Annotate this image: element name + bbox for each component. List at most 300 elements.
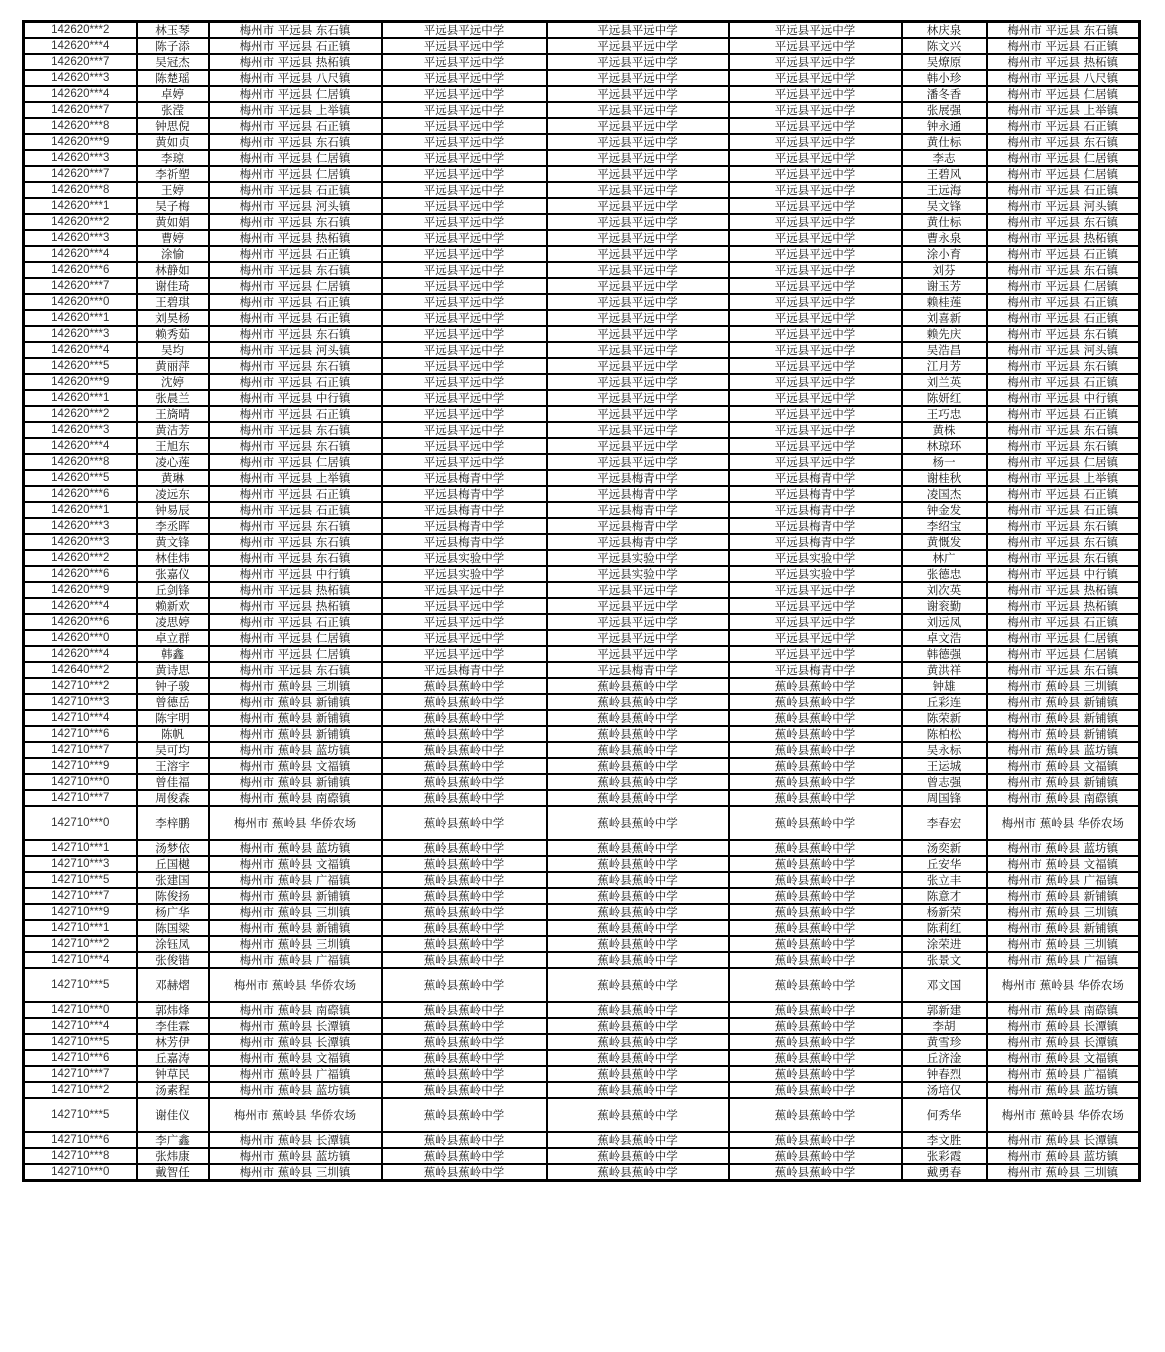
student-name-cell: 黄琳 xyxy=(137,470,209,486)
guardian-address-cell: 梅州市 平远县 中行镇 xyxy=(987,390,1140,406)
school-choice-1-cell: 蕉岭县蕉岭中学 xyxy=(382,1098,547,1132)
school-choice-1-cell: 平远县平远中学 xyxy=(382,86,547,102)
table-row xyxy=(24,1098,1140,1132)
student-name-cell: 陈国粱 xyxy=(137,920,209,936)
student-address-cell: 梅州市 平远县 东石镇 xyxy=(209,422,382,438)
student-address-cell: 梅州市 蕉岭县 华侨农场 xyxy=(209,1098,382,1132)
guardian-address-cell: 梅州市 平远县 石正镇 xyxy=(987,294,1140,310)
guardian-name-cell: 谢桂秋 xyxy=(902,470,987,486)
school-choice-2-cell: 平远县平远中学 xyxy=(547,70,729,86)
student-id-cell: 142620***4 xyxy=(24,646,137,662)
student-name-cell: 丘嘉涛 xyxy=(137,1050,209,1066)
table-row xyxy=(24,1132,1140,1148)
table-row xyxy=(24,566,1140,582)
student-address-cell: 梅州市 蕉岭县 长潭镇 xyxy=(209,1018,382,1034)
student-address-cell: 梅州市 平远县 石正镇 xyxy=(209,614,382,630)
table-row xyxy=(24,662,1140,678)
student-id-cell: 142620***0 xyxy=(24,294,137,310)
student-id-cell: 142710***7 xyxy=(24,790,137,806)
school-choice-3-cell: 平远县平远中学 xyxy=(729,326,902,342)
student-name-cell: 吴均 xyxy=(137,342,209,358)
student-id-cell: 142620***2 xyxy=(24,214,137,230)
guardian-address-cell: 梅州市 蕉岭县 南磜镇 xyxy=(987,790,1140,806)
table-row xyxy=(24,86,1140,102)
student-address-cell: 梅州市 平远县 石正镇 xyxy=(209,486,382,502)
guardian-address-cell: 梅州市 蕉岭县 蓝坊镇 xyxy=(987,840,1140,856)
guardian-address-cell: 梅州市 蕉岭县 广福镇 xyxy=(987,952,1140,968)
student-address-cell: 梅州市 蕉岭县 文福镇 xyxy=(209,758,382,774)
student-id-cell: 142640***2 xyxy=(24,662,137,678)
student-id-cell: 142620***4 xyxy=(24,246,137,262)
student-name-cell: 张俊锴 xyxy=(137,952,209,968)
school-choice-1-cell: 蕉岭县蕉岭中学 xyxy=(382,678,547,694)
guardian-address-cell: 梅州市 平远县 河头镇 xyxy=(987,342,1140,358)
school-choice-3-cell: 平远县平远中学 xyxy=(729,246,902,262)
school-choice-2-cell: 平远县梅青中学 xyxy=(547,486,729,502)
school-choice-1-cell: 平远县平远中学 xyxy=(382,70,547,86)
table-row xyxy=(24,710,1140,726)
school-choice-2-cell: 平远县平远中学 xyxy=(547,294,729,310)
student-id-cell: 142710***3 xyxy=(24,856,137,872)
guardian-address-cell: 梅州市 蕉岭县 新铺镇 xyxy=(987,774,1140,790)
student-name-cell: 黄洁芳 xyxy=(137,422,209,438)
school-choice-3-cell: 蕉岭县蕉岭中学 xyxy=(729,678,902,694)
school-choice-1-cell: 平远县平远中学 xyxy=(382,646,547,662)
guardian-address-cell: 梅州市 蕉岭县 南磜镇 xyxy=(987,1002,1140,1018)
school-choice-2-cell: 蕉岭县蕉岭中学 xyxy=(547,952,729,968)
guardian-name-cell: 林广 xyxy=(902,550,987,566)
guardian-name-cell: 赖桂莲 xyxy=(902,294,987,310)
school-choice-1-cell: 平远县平远中学 xyxy=(382,118,547,134)
school-choice-3-cell: 平远县平远中学 xyxy=(729,294,902,310)
guardian-name-cell: 韩德强 xyxy=(902,646,987,662)
student-address-cell: 梅州市 平远县 热柘镇 xyxy=(209,582,382,598)
student-name-cell: 陈楚瑶 xyxy=(137,70,209,86)
school-choice-3-cell: 蕉岭县蕉岭中学 xyxy=(729,1050,902,1066)
student-address-cell: 梅州市 蕉岭县 蓝坊镇 xyxy=(209,742,382,758)
table-row xyxy=(24,726,1140,742)
school-choice-2-cell: 平远县平远中学 xyxy=(547,310,729,326)
school-choice-1-cell: 平远县梅青中学 xyxy=(382,470,547,486)
guardian-name-cell: 黄慨发 xyxy=(902,534,987,550)
student-name-cell: 卓婷 xyxy=(137,86,209,102)
school-choice-1-cell: 蕉岭县蕉岭中学 xyxy=(382,1050,547,1066)
guardian-name-cell: 王巧忠 xyxy=(902,406,987,422)
school-choice-2-cell: 平远县梅青中学 xyxy=(547,534,729,550)
guardian-address-cell: 梅州市 蕉岭县 三圳镇 xyxy=(987,936,1140,952)
school-choice-1-cell: 平远县平远中学 xyxy=(382,390,547,406)
guardian-address-cell: 梅州市 蕉岭县 长潭镇 xyxy=(987,1132,1140,1148)
guardian-name-cell: 李绍宝 xyxy=(902,518,987,534)
table-row xyxy=(24,790,1140,806)
guardian-name-cell: 张景文 xyxy=(902,952,987,968)
student-name-cell: 涂钰凤 xyxy=(137,936,209,952)
school-choice-2-cell: 蕉岭县蕉岭中学 xyxy=(547,1050,729,1066)
school-choice-1-cell: 平远县平远中学 xyxy=(382,150,547,166)
guardian-name-cell: 林琼环 xyxy=(902,438,987,454)
guardian-name-cell: 黄仕标 xyxy=(902,134,987,150)
student-id-cell: 142620***0 xyxy=(24,630,137,646)
student-id-cell: 142620***2 xyxy=(24,550,137,566)
student-name-cell: 周俊森 xyxy=(137,790,209,806)
guardian-address-cell: 梅州市 平远县 热柘镇 xyxy=(987,598,1140,614)
school-choice-1-cell: 平远县平远中学 xyxy=(382,422,547,438)
school-choice-1-cell: 平远县平远中学 xyxy=(382,214,547,230)
school-choice-1-cell: 平远县平远中学 xyxy=(382,310,547,326)
school-choice-1-cell: 平远县平远中学 xyxy=(382,102,547,118)
guardian-name-cell: 钟春烈 xyxy=(902,1066,987,1082)
school-choice-2-cell: 平远县实验中学 xyxy=(547,550,729,566)
school-choice-1-cell: 蕉岭县蕉岭中学 xyxy=(382,806,547,840)
school-choice-2-cell: 平远县平远中学 xyxy=(547,150,729,166)
school-choice-3-cell: 平远县平远中学 xyxy=(729,198,902,214)
guardian-address-cell: 梅州市 平远县 东石镇 xyxy=(987,326,1140,342)
school-choice-2-cell: 蕉岭县蕉岭中学 xyxy=(547,726,729,742)
table-row xyxy=(24,486,1140,502)
student-name-cell: 张建国 xyxy=(137,872,209,888)
student-address-cell: 梅州市 蕉岭县 文福镇 xyxy=(209,856,382,872)
student-address-cell: 梅州市 平远县 石正镇 xyxy=(209,502,382,518)
school-choice-2-cell: 平远县平远中学 xyxy=(547,214,729,230)
guardian-name-cell: 江月芳 xyxy=(902,358,987,374)
table-row xyxy=(24,406,1140,422)
school-choice-3-cell: 平远县梅青中学 xyxy=(729,534,902,550)
table-row xyxy=(24,134,1140,150)
school-choice-3-cell: 蕉岭县蕉岭中学 xyxy=(729,726,902,742)
student-address-cell: 梅州市 平远县 石正镇 xyxy=(209,374,382,390)
student-name-cell: 张嘉仪 xyxy=(137,566,209,582)
student-address-cell: 梅州市 平远县 仁居镇 xyxy=(209,278,382,294)
guardian-address-cell: 梅州市 蕉岭县 新铺镇 xyxy=(987,888,1140,904)
guardian-name-cell: 吴文锋 xyxy=(902,198,987,214)
guardian-address-cell: 梅州市 蕉岭县 新铺镇 xyxy=(987,710,1140,726)
table-row xyxy=(24,872,1140,888)
guardian-name-cell: 黄株 xyxy=(902,422,987,438)
school-choice-3-cell: 蕉岭县蕉岭中学 xyxy=(729,952,902,968)
student-id-cell: 142710***1 xyxy=(24,840,137,856)
school-choice-3-cell: 平远县平远中学 xyxy=(729,358,902,374)
table-row xyxy=(24,888,1140,904)
guardian-address-cell: 梅州市 蕉岭县 新铺镇 xyxy=(987,726,1140,742)
guardian-address-cell: 梅州市 平远县 石正镇 xyxy=(987,182,1140,198)
student-name-cell: 钟草民 xyxy=(137,1066,209,1082)
student-address-cell: 梅州市 蕉岭县 长潭镇 xyxy=(209,1034,382,1050)
student-address-cell: 梅州市 平远县 热柘镇 xyxy=(209,230,382,246)
student-id-cell: 142710***7 xyxy=(24,742,137,758)
school-choice-1-cell: 蕉岭县蕉岭中学 xyxy=(382,840,547,856)
table-row xyxy=(24,310,1140,326)
guardian-address-cell: 梅州市 蕉岭县 文福镇 xyxy=(987,758,1140,774)
student-id-cell: 142620***4 xyxy=(24,86,137,102)
school-choice-2-cell: 蕉岭县蕉岭中学 xyxy=(547,888,729,904)
school-choice-3-cell: 平远县平远中学 xyxy=(729,406,902,422)
school-choice-2-cell: 平远县平远中学 xyxy=(547,582,729,598)
school-choice-1-cell: 蕉岭县蕉岭中学 xyxy=(382,872,547,888)
student-name-cell: 谢佳琦 xyxy=(137,278,209,294)
school-choice-2-cell: 蕉岭县蕉岭中学 xyxy=(547,1066,729,1082)
guardian-address-cell: 梅州市 平远县 东石镇 xyxy=(987,214,1140,230)
school-choice-2-cell: 蕉岭县蕉岭中学 xyxy=(547,936,729,952)
guardian-address-cell: 梅州市 蕉岭县 广福镇 xyxy=(987,1066,1140,1082)
guardian-name-cell: 李志 xyxy=(902,150,987,166)
table-row xyxy=(24,246,1140,262)
student-id-cell: 142620***6 xyxy=(24,262,137,278)
guardian-name-cell: 李春宏 xyxy=(902,806,987,840)
school-choice-3-cell: 蕉岭县蕉岭中学 xyxy=(729,920,902,936)
student-name-cell: 张滢 xyxy=(137,102,209,118)
guardian-name-cell: 陈意才 xyxy=(902,888,987,904)
student-name-cell: 黄文锋 xyxy=(137,534,209,550)
student-name-cell: 凌心莲 xyxy=(137,454,209,470)
student-name-cell: 黄诗思 xyxy=(137,662,209,678)
table-row xyxy=(24,646,1140,662)
table-row xyxy=(24,518,1140,534)
student-id-cell: 142710***6 xyxy=(24,726,137,742)
table-row xyxy=(24,502,1140,518)
student-address-cell: 梅州市 平远县 东石镇 xyxy=(209,518,382,534)
school-choice-1-cell: 平远县梅青中学 xyxy=(382,662,547,678)
student-id-cell: 142710***0 xyxy=(24,774,137,790)
student-address-cell: 梅州市 平远县 仁居镇 xyxy=(209,646,382,662)
school-choice-1-cell: 平远县平远中学 xyxy=(382,438,547,454)
table-row xyxy=(24,694,1140,710)
guardian-address-cell: 梅州市 平远县 仁居镇 xyxy=(987,630,1140,646)
school-choice-2-cell: 平远县平远中学 xyxy=(547,646,729,662)
student-address-cell: 梅州市 平远县 热柘镇 xyxy=(209,54,382,70)
guardian-name-cell: 刘兰英 xyxy=(902,374,987,390)
table-row xyxy=(24,936,1140,952)
school-choice-3-cell: 平远县平远中学 xyxy=(729,454,902,470)
student-id-cell: 142710***4 xyxy=(24,952,137,968)
student-name-cell: 黄丽萍 xyxy=(137,358,209,374)
table-row xyxy=(24,214,1140,230)
guardian-address-cell: 梅州市 平远县 石正镇 xyxy=(987,246,1140,262)
school-choice-1-cell: 平远县平远中学 xyxy=(382,454,547,470)
student-address-cell: 梅州市 蕉岭县 蓝坊镇 xyxy=(209,840,382,856)
school-choice-1-cell: 平远县平远中学 xyxy=(382,22,547,39)
student-address-cell: 梅州市 蕉岭县 文福镇 xyxy=(209,1050,382,1066)
guardian-address-cell: 梅州市 平远县 石正镇 xyxy=(987,486,1140,502)
guardian-address-cell: 梅州市 平远县 仁居镇 xyxy=(987,166,1140,182)
school-choice-3-cell: 平远县平远中学 xyxy=(729,310,902,326)
guardian-name-cell: 杨一 xyxy=(902,454,987,470)
student-id-cell: 142710***0 xyxy=(24,1164,137,1181)
student-address-cell: 梅州市 平远县 河头镇 xyxy=(209,198,382,214)
student-address-cell: 梅州市 蕉岭县 三圳镇 xyxy=(209,904,382,920)
school-choice-3-cell: 蕉岭县蕉岭中学 xyxy=(729,872,902,888)
school-choice-1-cell: 平远县平远中学 xyxy=(382,230,547,246)
table-row xyxy=(24,840,1140,856)
guardian-address-cell: 梅州市 平远县 东石镇 xyxy=(987,134,1140,150)
school-choice-1-cell: 平远县平远中学 xyxy=(382,374,547,390)
school-choice-2-cell: 平远县平远中学 xyxy=(547,182,729,198)
student-id-cell: 142620***7 xyxy=(24,54,137,70)
guardian-address-cell: 梅州市 平远县 东石镇 xyxy=(987,22,1140,39)
guardian-address-cell: 梅州市 平远县 东石镇 xyxy=(987,262,1140,278)
student-address-cell: 梅州市 平远县 石正镇 xyxy=(209,182,382,198)
school-choice-2-cell: 蕉岭县蕉岭中学 xyxy=(547,1034,729,1050)
school-choice-3-cell: 平远县平远中学 xyxy=(729,134,902,150)
student-name-cell: 丘剑锋 xyxy=(137,582,209,598)
school-choice-1-cell: 平远县平远中学 xyxy=(382,342,547,358)
guardian-name-cell: 刘远凤 xyxy=(902,614,987,630)
student-address-cell: 梅州市 平远县 河头镇 xyxy=(209,342,382,358)
table-row xyxy=(24,438,1140,454)
student-id-cell: 142620***9 xyxy=(24,134,137,150)
student-address-cell: 梅州市 平远县 石正镇 xyxy=(209,118,382,134)
school-choice-3-cell: 平远县梅青中学 xyxy=(729,502,902,518)
guardian-address-cell: 梅州市 平远县 石正镇 xyxy=(987,118,1140,134)
student-address-cell: 梅州市 平远县 石正镇 xyxy=(209,246,382,262)
student-address-cell: 梅州市 蕉岭县 长潭镇 xyxy=(209,1132,382,1148)
school-choice-2-cell: 平远县梅青中学 xyxy=(547,502,729,518)
school-choice-2-cell: 蕉岭县蕉岭中学 xyxy=(547,904,729,920)
guardian-address-cell: 梅州市 平远县 东石镇 xyxy=(987,358,1140,374)
student-name-cell: 曹婷 xyxy=(137,230,209,246)
school-choice-3-cell: 平远县平远中学 xyxy=(729,422,902,438)
student-address-cell: 梅州市 蕉岭县 新铺镇 xyxy=(209,726,382,742)
school-choice-2-cell: 蕉岭县蕉岭中学 xyxy=(547,1132,729,1148)
table-row xyxy=(24,230,1140,246)
school-choice-3-cell: 平远县实验中学 xyxy=(729,566,902,582)
student-id-cell: 142620***8 xyxy=(24,118,137,134)
guardian-name-cell: 陈文兴 xyxy=(902,38,987,54)
school-choice-2-cell: 蕉岭县蕉岭中学 xyxy=(547,856,729,872)
student-address-cell: 梅州市 蕉岭县 蓝坊镇 xyxy=(209,1148,382,1164)
student-address-cell: 梅州市 蕉岭县 新铺镇 xyxy=(209,888,382,904)
school-choice-3-cell: 平远县平远中学 xyxy=(729,86,902,102)
guardian-address-cell: 梅州市 平远县 石正镇 xyxy=(987,614,1140,630)
table-row xyxy=(24,904,1140,920)
guardian-name-cell: 张彩霞 xyxy=(902,1148,987,1164)
guardian-name-cell: 韩小珍 xyxy=(902,70,987,86)
guardian-address-cell: 梅州市 蕉岭县 三圳镇 xyxy=(987,1164,1140,1181)
school-choice-3-cell: 平远县梅青中学 xyxy=(729,518,902,534)
guardian-name-cell: 钟永通 xyxy=(902,118,987,134)
guardian-address-cell: 梅州市 平远县 热柘镇 xyxy=(987,582,1140,598)
student-id-cell: 142620***4 xyxy=(24,342,137,358)
school-choice-1-cell: 蕉岭县蕉岭中学 xyxy=(382,790,547,806)
table-row xyxy=(24,22,1140,39)
school-choice-1-cell: 平远县平远中学 xyxy=(382,630,547,646)
school-choice-2-cell: 蕉岭县蕉岭中学 xyxy=(547,920,729,936)
school-choice-2-cell: 平远县平远中学 xyxy=(547,422,729,438)
school-choice-3-cell: 平远县平远中学 xyxy=(729,214,902,230)
school-choice-2-cell: 蕉岭县蕉岭中学 xyxy=(547,758,729,774)
student-address-cell: 梅州市 蕉岭县 三圳镇 xyxy=(209,1164,382,1181)
student-id-cell: 142710***9 xyxy=(24,904,137,920)
school-choice-3-cell: 蕉岭县蕉岭中学 xyxy=(729,1018,902,1034)
guardian-name-cell: 戴勇春 xyxy=(902,1164,987,1181)
school-choice-3-cell: 蕉岭县蕉岭中学 xyxy=(729,936,902,952)
school-choice-1-cell: 平远县平远中学 xyxy=(382,38,547,54)
student-name-cell: 李梓鹏 xyxy=(137,806,209,840)
student-id-cell: 142710***5 xyxy=(24,1098,137,1132)
student-address-cell: 梅州市 蕉岭县 广福镇 xyxy=(209,872,382,888)
school-choice-1-cell: 蕉岭县蕉岭中学 xyxy=(382,1132,547,1148)
school-choice-1-cell: 蕉岭县蕉岭中学 xyxy=(382,920,547,936)
student-address-cell: 梅州市 平远县 仁居镇 xyxy=(209,166,382,182)
school-choice-3-cell: 平远县平远中学 xyxy=(729,614,902,630)
school-choice-2-cell: 蕉岭县蕉岭中学 xyxy=(547,1164,729,1181)
school-choice-1-cell: 蕉岭县蕉岭中学 xyxy=(382,774,547,790)
guardian-address-cell: 梅州市 平远县 东石镇 xyxy=(987,550,1140,566)
student-address-cell: 梅州市 平远县 仁居镇 xyxy=(209,86,382,102)
school-choice-3-cell: 蕉岭县蕉岭中学 xyxy=(729,1082,902,1098)
student-name-cell: 戴智任 xyxy=(137,1164,209,1181)
school-choice-2-cell: 蕉岭县蕉岭中学 xyxy=(547,790,729,806)
student-name-cell: 王溶宇 xyxy=(137,758,209,774)
table-row xyxy=(24,54,1140,70)
school-choice-1-cell: 平远县平远中学 xyxy=(382,598,547,614)
guardian-name-cell: 周国锋 xyxy=(902,790,987,806)
table-row xyxy=(24,806,1140,840)
school-choice-2-cell: 平远县梅青中学 xyxy=(547,518,729,534)
school-choice-2-cell: 平远县平远中学 xyxy=(547,358,729,374)
guardian-name-cell: 陈荣新 xyxy=(902,710,987,726)
guardian-address-cell: 梅州市 平远县 仁居镇 xyxy=(987,278,1140,294)
student-address-cell: 梅州市 平远县 东石镇 xyxy=(209,326,382,342)
student-id-cell: 142620***6 xyxy=(24,566,137,582)
student-id-cell: 142710***7 xyxy=(24,1066,137,1082)
student-address-cell: 梅州市 平远县 热柘镇 xyxy=(209,598,382,614)
school-choice-3-cell: 蕉岭县蕉岭中学 xyxy=(729,1098,902,1132)
student-id-cell: 142620***1 xyxy=(24,390,137,406)
guardian-address-cell: 梅州市 平远县 热柘镇 xyxy=(987,54,1140,70)
student-id-cell: 142710***1 xyxy=(24,920,137,936)
table-row xyxy=(24,470,1140,486)
student-id-cell: 142710***2 xyxy=(24,1082,137,1098)
school-choice-3-cell: 平远县平远中学 xyxy=(729,118,902,134)
school-choice-1-cell: 平远县平远中学 xyxy=(382,294,547,310)
school-choice-3-cell: 蕉岭县蕉岭中学 xyxy=(729,790,902,806)
student-name-cell: 王碧琪 xyxy=(137,294,209,310)
guardian-address-cell: 梅州市 蕉岭县 华侨农场 xyxy=(987,1098,1140,1132)
guardian-address-cell: 梅州市 蕉岭县 华侨农场 xyxy=(987,806,1140,840)
school-choice-3-cell: 蕉岭县蕉岭中学 xyxy=(729,694,902,710)
student-address-cell: 梅州市 平远县 仁居镇 xyxy=(209,630,382,646)
guardian-address-cell: 梅州市 平远县 上举镇 xyxy=(987,102,1140,118)
student-id-cell: 142710***4 xyxy=(24,1018,137,1034)
school-choice-3-cell: 平远县平远中学 xyxy=(729,342,902,358)
school-choice-3-cell: 蕉岭县蕉岭中学 xyxy=(729,758,902,774)
table-row xyxy=(24,742,1140,758)
table-row xyxy=(24,1082,1140,1098)
school-choice-2-cell: 平远县平远中学 xyxy=(547,262,729,278)
school-choice-1-cell: 蕉岭县蕉岭中学 xyxy=(382,742,547,758)
student-name-cell: 李佳霖 xyxy=(137,1018,209,1034)
school-choice-2-cell: 平远县平远中学 xyxy=(547,390,729,406)
school-choice-1-cell: 平远县平远中学 xyxy=(382,582,547,598)
school-choice-2-cell: 平远县平远中学 xyxy=(547,342,729,358)
school-choice-1-cell: 平远县平远中学 xyxy=(382,134,547,150)
guardian-name-cell: 涂荣进 xyxy=(902,936,987,952)
school-choice-1-cell: 蕉岭县蕉岭中学 xyxy=(382,1018,547,1034)
student-id-cell: 142620***3 xyxy=(24,230,137,246)
school-choice-2-cell: 平远县平远中学 xyxy=(547,166,729,182)
guardian-name-cell: 谢玉芳 xyxy=(902,278,987,294)
school-choice-1-cell: 蕉岭县蕉岭中学 xyxy=(382,952,547,968)
school-choice-1-cell: 平远县梅青中学 xyxy=(382,502,547,518)
student-name-cell: 吴可均 xyxy=(137,742,209,758)
school-choice-3-cell: 平远县平远中学 xyxy=(729,166,902,182)
guardian-address-cell: 梅州市 蕉岭县 广福镇 xyxy=(987,872,1140,888)
school-choice-3-cell: 平远县平远中学 xyxy=(729,22,902,39)
student-address-cell: 梅州市 蕉岭县 广福镇 xyxy=(209,952,382,968)
school-choice-2-cell: 平远县平远中学 xyxy=(547,278,729,294)
student-name-cell: 谢佳仪 xyxy=(137,1098,209,1132)
table-row xyxy=(24,1050,1140,1066)
